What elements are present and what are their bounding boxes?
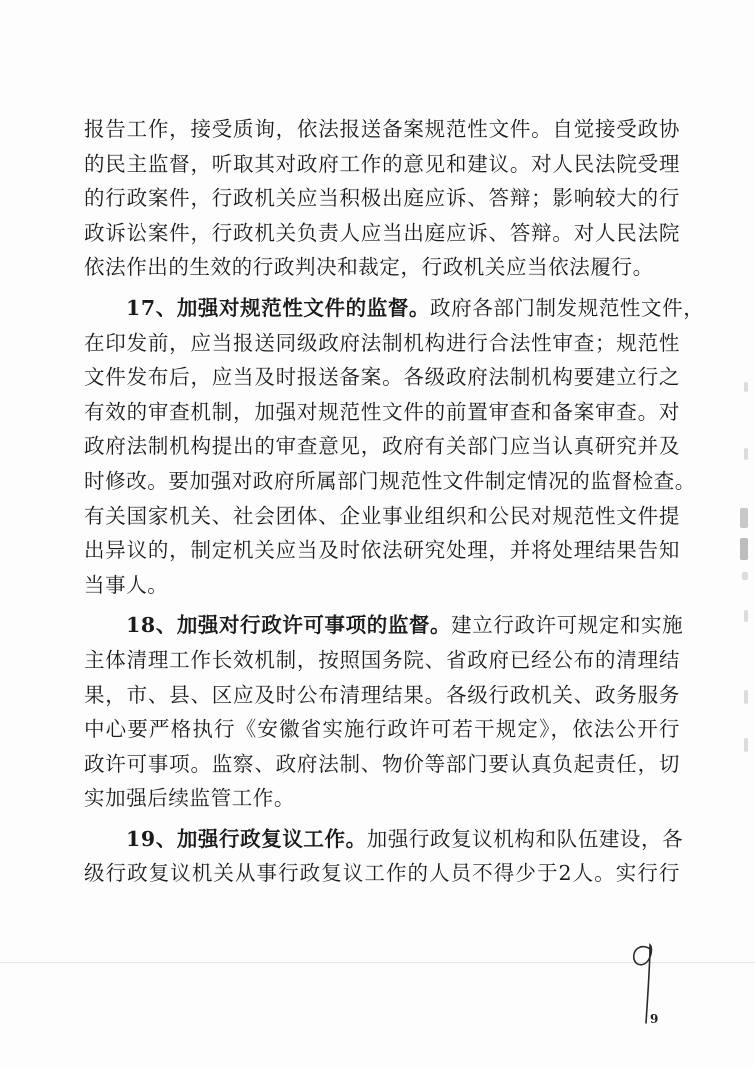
text-line: 政府法制机构提出的审查意见，政府有关部门应当认真研究并及 (84, 434, 680, 459)
text-line: 果，市、县、区应及时公布清理结果。各级行政机关、政务服务 (84, 682, 680, 707)
paragraph-19 (84, 822, 684, 891)
scan-mark (744, 610, 748, 622)
text-run: 加强行政复议机构和队伍建设，各 (366, 826, 684, 851)
text-line: 有关国家机关、社会团体、企业事业组织和公民对规范性文件提 (84, 503, 680, 528)
paragraph-continued (84, 112, 680, 285)
text-line: 在印发前，应当报送同级政府法制机构进行合法性审查；规范性 (84, 330, 680, 355)
scan-mark (740, 538, 748, 560)
text-line: 依法作出的生效的行政判决和裁定，行政机关应当依法履行。 (84, 255, 654, 280)
paragraph-first-line (84, 608, 684, 643)
scan-mark (742, 572, 748, 580)
paragraph-first-line (84, 291, 705, 326)
section-heading: 18、加强对行政许可事项的监督。 (126, 613, 452, 638)
text-line: 报告工作，接受质询，依法报送备案规范性文件。自觉接受政协 (84, 117, 680, 141)
scan-mark (744, 382, 748, 392)
scan-mark (744, 690, 748, 704)
text-line: 政诉讼案件，行政机关负责人应当出庭应诉、答辩。对人民法院 (84, 220, 680, 245)
section-heading: 17、加强对规范性文件的监督。 (126, 295, 431, 320)
text-line: 的行政案件，行政机关应当积极出庭应诉、答辩；影响较大的行 (84, 186, 680, 211)
scan-mark (744, 448, 748, 460)
text-line: 时修改。要加强对政府所属部门规范性文件制定情况的监督检查。 (84, 468, 696, 493)
text-line: 的民主监督，听取其对政府工作的意见和建议。对人民法院受理 (84, 151, 680, 176)
text-run: 建立行政许可规定和实施 (451, 613, 684, 638)
text-line: 当事人。 (84, 572, 169, 597)
text-run: 政府各部门制发规范性文件， (430, 295, 705, 320)
text-line: 有效的审查机制，加强对规范性文件的前置审查和备案审查。对 (84, 399, 680, 424)
text-line: 政许可事项。监察、政府法制、物价等部门要认真负起责任，切 (84, 751, 680, 776)
section-heading: 19、加强行政复议工作。 (126, 826, 367, 851)
page-number: 9 (650, 1012, 659, 1026)
scan-mark (744, 738, 748, 752)
handwritten-page-number (628, 935, 664, 1027)
text-line: 中心要严格执行《安徽省实施行政许可若干规定》，依法公开行 (84, 717, 680, 742)
text-line: 出异议的，制定机关应当及时依法研究处理，并将处理结果告知 (84, 538, 680, 563)
text-line: 实加强后续监管工作。 (84, 786, 295, 811)
text-line: 文件发布后，应当及时报送备案。各级政府法制机构要建立行之 (84, 365, 680, 390)
document-body (84, 112, 705, 891)
text-line: 级行政复议机关从事行政复议工作的人员不得少于2人。实行行 (84, 861, 680, 886)
paragraph-first-line (84, 822, 684, 857)
scan-mark (740, 508, 748, 528)
text-line: 主体清理工作长效机制，按照国务院、省政府已经公布的清理结 (84, 647, 680, 672)
paragraph-18 (84, 608, 684, 816)
paragraph-17 (84, 291, 705, 602)
